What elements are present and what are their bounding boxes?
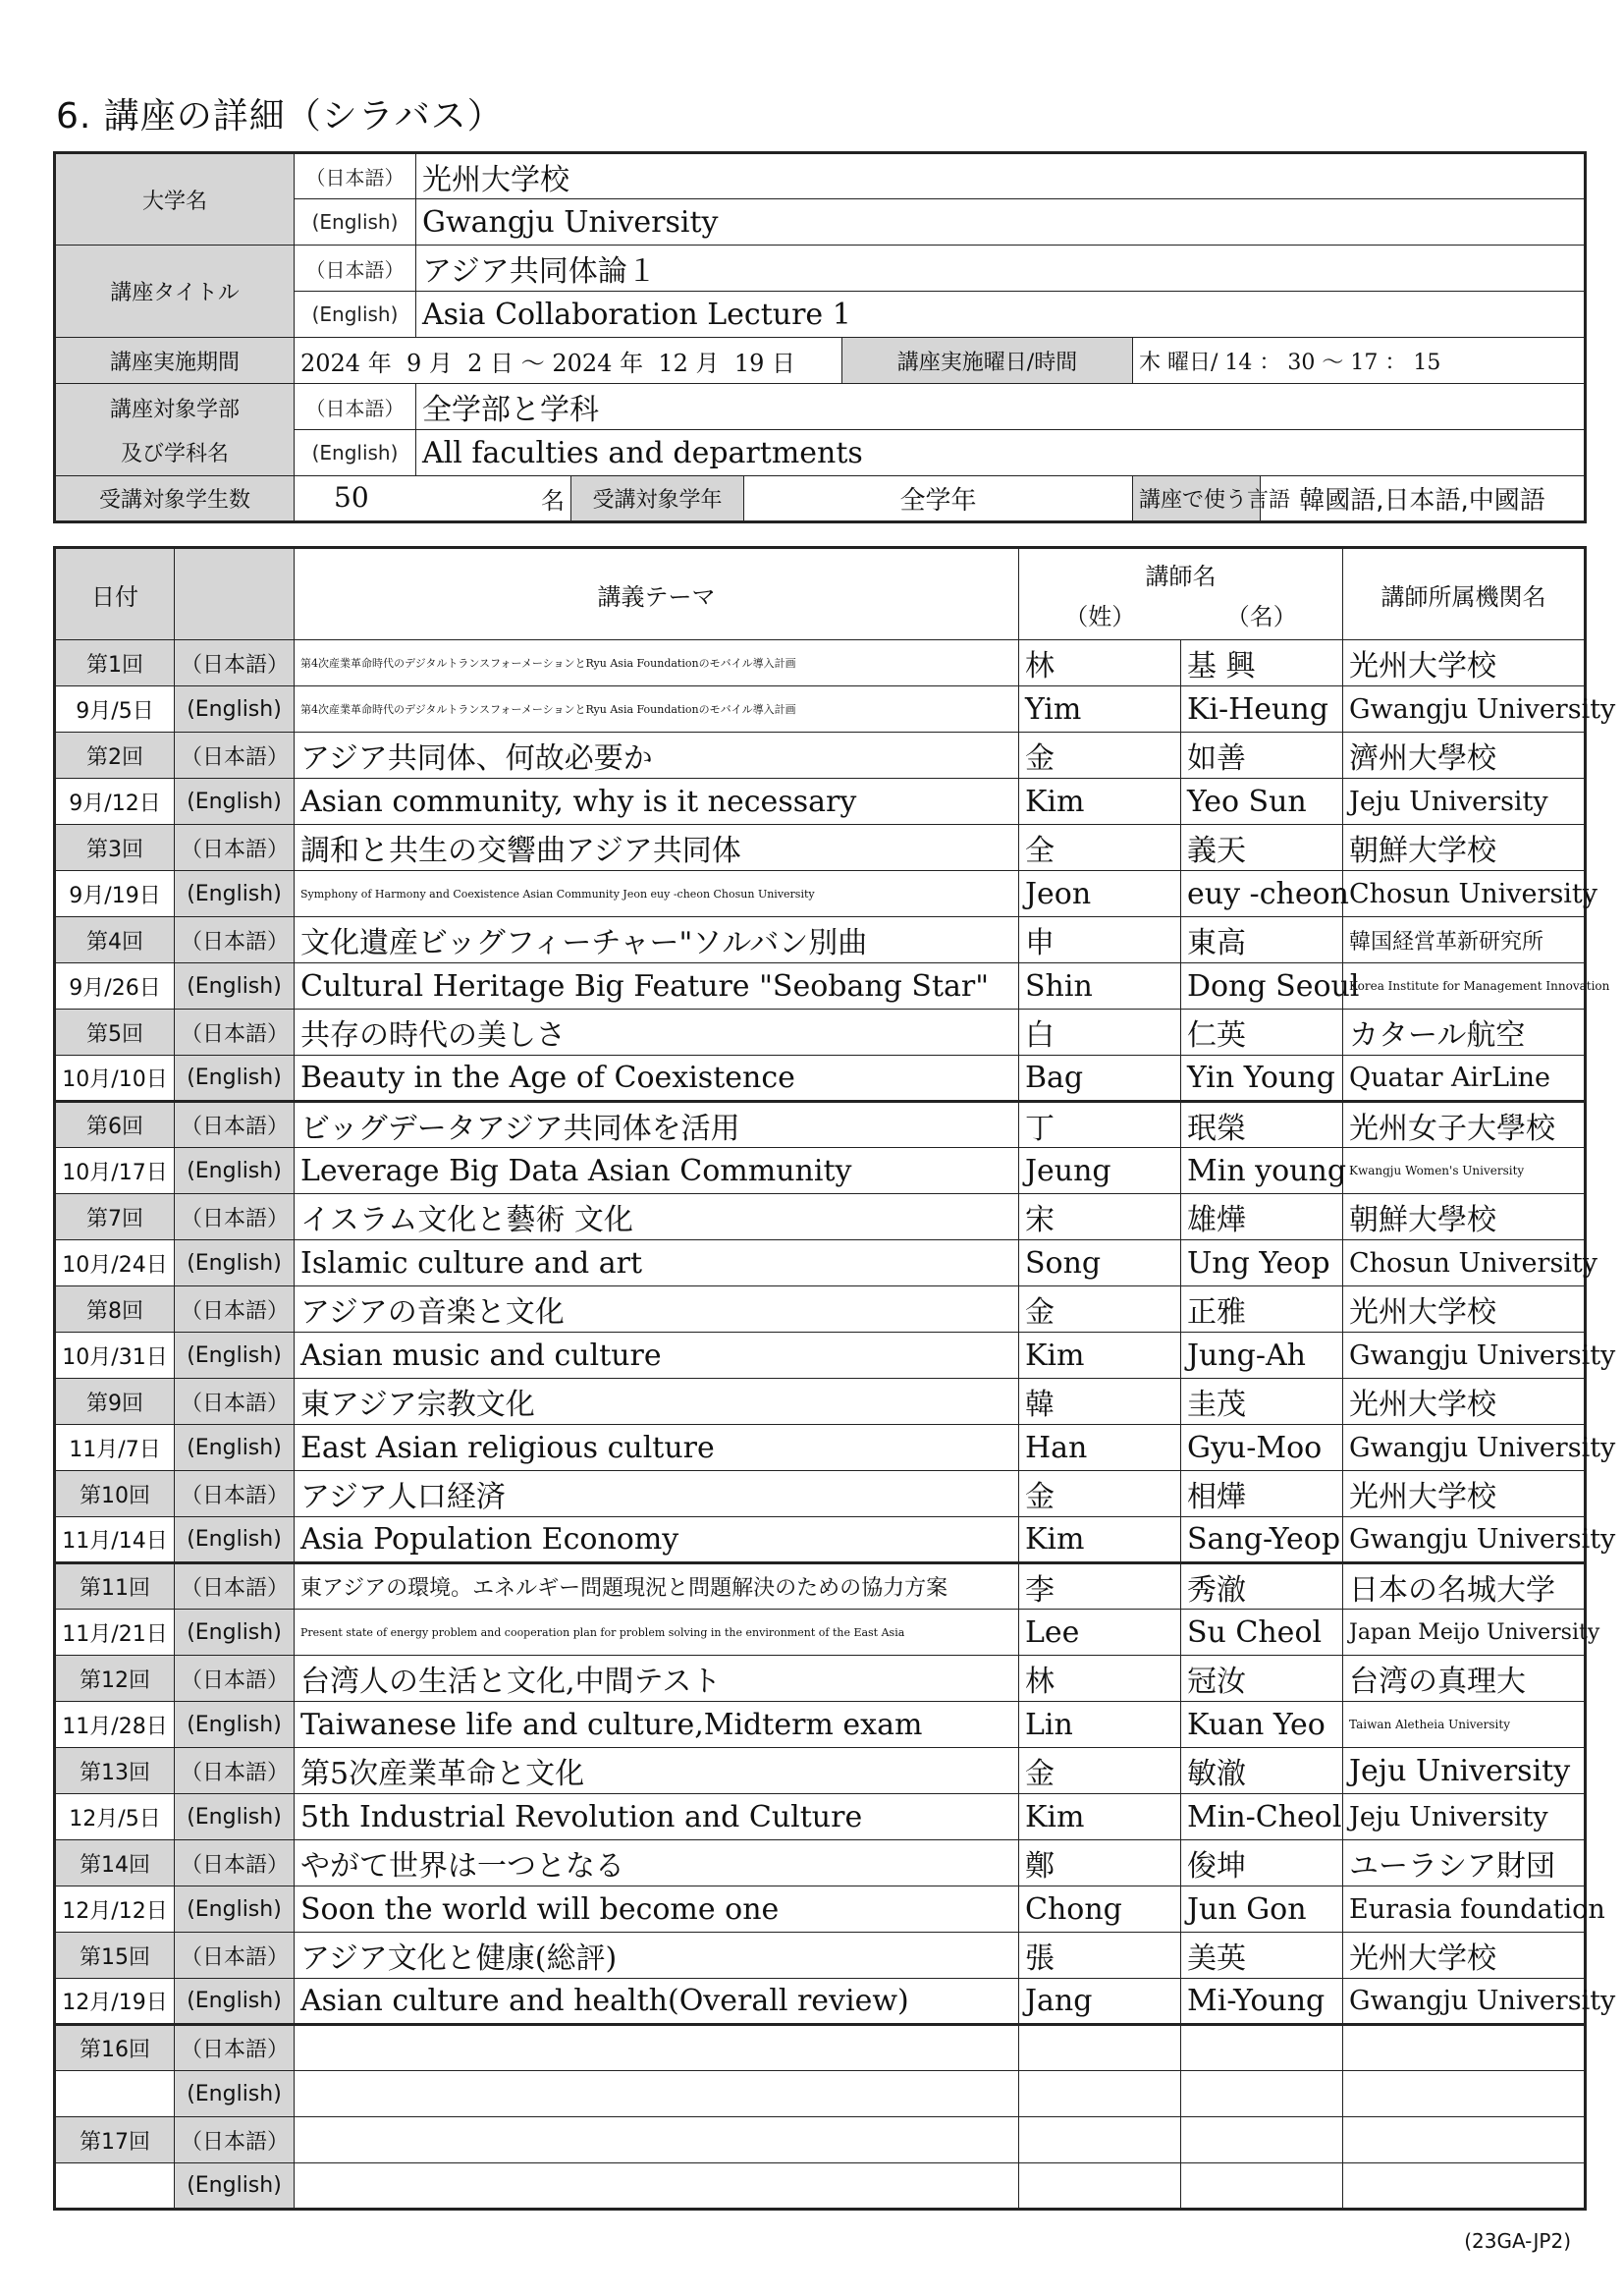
lang-tag-en: (English) <box>175 1886 295 1933</box>
course-title-label: 講座タイトル <box>55 246 295 338</box>
lecturer-surname-en: Jeung <box>1019 1148 1181 1194</box>
lecturer-affiliation-en: Taiwan Aletheia University <box>1343 1702 1586 1748</box>
lecture-row <box>55 917 1586 963</box>
lecture-row <box>55 779 1586 825</box>
lang-tag-ja: （日本語） <box>175 2117 295 2163</box>
lang-tag-en: (English) <box>295 430 416 476</box>
lecturer-surname-en: Shin <box>1019 963 1181 1010</box>
lecture-theme-ja: やがて世界は一つとなる <box>295 1840 1019 1886</box>
lecture-number: 第7回 <box>55 1194 175 1240</box>
lecture-theme-en: 第4次産業革命時代のデジタルトランスフォーメーションとRyu Asia Foundationのモバイル導入計画 <box>295 686 1019 733</box>
lecturer-given-en: Min young <box>1181 1148 1343 1194</box>
lecturer-given-ja: 正雅 <box>1181 1286 1343 1333</box>
lecture-theme-en: Asian music and culture <box>295 1333 1019 1379</box>
lecturer-affiliation-ja: 光州大学校 <box>1343 1286 1586 1333</box>
lecturer-surname-ja: 宋 <box>1019 1194 1181 1240</box>
lecture-theme-en: Soon the world will become one <box>295 1886 1019 1933</box>
lang-tag-ja: （日本語） <box>175 1656 295 1702</box>
lecture-theme-en: 5th Industrial Revolution and Culture <box>295 1794 1019 1840</box>
lecturer-given-ja: 相燁 <box>1181 1471 1343 1517</box>
lecturer-surname-ja: 金 <box>1019 1748 1181 1794</box>
lang-tag-en: (English) <box>175 1425 295 1471</box>
lecturer-surname-ja: 鄭 <box>1019 1840 1181 1886</box>
lecturer-given-en: Jung-Ah <box>1181 1333 1343 1379</box>
theme-header: 講義テーマ <box>295 548 1019 640</box>
target-dept-label: 講座対象学部 及び学科名 <box>55 384 295 476</box>
lecture-number: 第14回 <box>55 1840 175 1886</box>
lecturer-affiliation-en: Jeju University <box>1343 779 1586 825</box>
course-period: 2024 年 9 月 2 日 ～ 2024 年 12 月 19 日 <box>295 338 842 384</box>
lecturer-given-en <box>1181 2071 1343 2117</box>
students-count-cell <box>295 476 571 522</box>
lecture-row <box>55 871 1586 917</box>
lecturer-given-ja: 敏澈 <box>1181 1748 1343 1794</box>
lecturer-given-ja: 雄燁 <box>1181 1194 1343 1240</box>
period-end-day: 19 <box>733 349 765 377</box>
students-unit: 名 <box>541 487 565 515</box>
lecturer-surname-en: Jang <box>1019 1979 1181 2025</box>
lecture-row <box>55 1933 1586 1979</box>
lecturer-given-en: Yeo Sun <box>1181 779 1343 825</box>
lecturer-given-ja <box>1181 2025 1343 2071</box>
lecture-theme-en: Asia Population Economy <box>295 1517 1019 1563</box>
lecture-row <box>55 1656 1586 1702</box>
lecture-theme-en: Taiwanese life and culture,Midterm exam <box>295 1702 1019 1748</box>
lecturer-given-en: Ung Yeop <box>1181 1240 1343 1286</box>
lecture-theme-ja <box>295 2025 1019 2071</box>
lecture-row <box>55 1840 1586 1886</box>
lecturer-affiliation-en: Gwangju University <box>1343 1517 1586 1563</box>
lecture-date <box>55 2071 175 2117</box>
lang-tag-en: (English) <box>175 871 295 917</box>
lecture-number: 第17回 <box>55 2117 175 2163</box>
lecturer-affiliation-ja: 濟州大學校 <box>1343 733 1586 779</box>
lecture-date: 10月/17日 <box>55 1148 175 1194</box>
lecturer-surname-ja: 李 <box>1019 1563 1181 1610</box>
lecture-schedule-table <box>53 546 1616 2211</box>
lecturer-surname-en: Kim <box>1019 1794 1181 1840</box>
lecture-number: 第10回 <box>55 1471 175 1517</box>
lecturer-surname-ja: 金 <box>1019 733 1181 779</box>
lecturer-surname-en: Han <box>1019 1425 1181 1471</box>
students-label: 受講対象学生数 <box>55 476 295 522</box>
lecturer-given-en: Kuan Yeo <box>1181 1702 1343 1748</box>
lang-tag-en: (English) <box>175 1517 295 1563</box>
given-header: （名） <box>1225 603 1297 630</box>
lecture-theme-ja <box>295 2117 1019 2163</box>
lecturer-affiliation-ja: 朝鮮大學校 <box>1343 1194 1586 1240</box>
lecturer-affiliation-ja: 朝鮮大学校 <box>1343 825 1586 871</box>
lecturer-surname-en <box>1019 2163 1181 2210</box>
lecturer-surname-ja: 丁 <box>1019 1102 1181 1148</box>
lecturer-given-en: Dong Seoul <box>1181 963 1343 1010</box>
lecture-number: 第5回 <box>55 1010 175 1056</box>
lecture-date: 9月/12日 <box>55 779 175 825</box>
lecture-theme-en: Beauty in the Age of Coexistence <box>295 1056 1019 1102</box>
lecturer-surname-en: Yim <box>1019 686 1181 733</box>
lecturer-affiliation-en: Quatar AirLine <box>1343 1056 1586 1102</box>
lecturer-given-ja: 秀澈 <box>1181 1563 1343 1610</box>
lecture-row <box>55 1333 1586 1379</box>
target-dept-en: All faculties and departments <box>416 430 1586 476</box>
lecture-theme-en: Symphony of Harmony and Coexistence Asian Community Jeon euy -cheon Chosun University <box>295 871 1019 917</box>
lecturer-affiliation-en: Korea Institute for Management Innovation <box>1343 963 1586 1010</box>
lecture-row <box>55 1194 1586 1240</box>
lecture-row <box>55 825 1586 871</box>
date-header: 日付 <box>55 548 175 640</box>
lang-tag-ja: （日本語） <box>175 1102 295 1148</box>
lecture-date: 12月/19日 <box>55 1979 175 2025</box>
lecturer-affiliation-en: Chosun University <box>1343 871 1586 917</box>
lecturer-given-en: Ki-Heung <box>1181 686 1343 733</box>
lecturer-surname-en: Kim <box>1019 1333 1181 1379</box>
lecture-theme-ja: 共存の時代の美しさ <box>295 1010 1019 1056</box>
lecture-date: 10月/31日 <box>55 1333 175 1379</box>
lecture-theme-ja: 第4次産業革命時代のデジタルトランスフォーメーションとRyu Asia Foundationのモバイル導入計画 <box>295 640 1019 686</box>
lecturer-affiliation-en <box>1343 2163 1586 2210</box>
lecture-row <box>55 1702 1586 1748</box>
lecture-date: 11月/21日 <box>55 1610 175 1656</box>
lecture-row <box>55 1148 1586 1194</box>
lecture-number: 第4回 <box>55 917 175 963</box>
lecturer-surname-en: Lee <box>1019 1610 1181 1656</box>
lang-tag-en: (English) <box>175 2071 295 2117</box>
lecture-date: 9月/26日 <box>55 963 175 1010</box>
lecture-date: 10月/24日 <box>55 1240 175 1286</box>
page-title: 6. 講座の詳細（シラバス） <box>56 96 504 137</box>
lecturer-given-ja: 義天 <box>1181 825 1343 871</box>
lecturer-given-ja: 基 興 <box>1181 640 1343 686</box>
lang-tag-ja: （日本語） <box>175 917 295 963</box>
lang-tag-ja: （日本語） <box>295 384 416 430</box>
lecturer-given-ja: 如善 <box>1181 733 1343 779</box>
lecture-row <box>55 1102 1586 1148</box>
lecture-number: 第8回 <box>55 1286 175 1333</box>
lecturer-affiliation-en: Kwangju Women's University <box>1343 1148 1586 1194</box>
lang-tag-en: (English) <box>175 1333 295 1379</box>
lecture-row <box>55 1610 1586 1656</box>
lecture-theme-ja: 第5次産業革命と文化 <box>295 1748 1019 1794</box>
lecturer-affiliation-ja <box>1343 2025 1586 2071</box>
lecturer-affiliation-en: Japan Meijo University <box>1343 1610 1586 1656</box>
lang-tag-en: (English) <box>175 686 295 733</box>
lang-tag-en: (English) <box>175 963 295 1010</box>
lecturer-surname-en: Kim <box>1019 779 1181 825</box>
lecturer-affiliation-en: Gwangju University <box>1343 686 1586 733</box>
lecture-number: 第12回 <box>55 1656 175 1702</box>
university-ja: 光州大学校 <box>416 153 1586 199</box>
lecture-row <box>55 1379 1586 1425</box>
lecture-row <box>55 2025 1586 2071</box>
lecture-row <box>55 1517 1586 1563</box>
lang-tag-ja: （日本語） <box>295 246 416 292</box>
surname-header: （姓） <box>1064 603 1136 630</box>
lecturer-affiliation-ja: 光州大学校 <box>1343 640 1586 686</box>
lecturer-affiliation-ja: 日本の名城大学 <box>1343 1563 1586 1610</box>
lecturer-affiliation-ja: 光州大学校 <box>1343 1471 1586 1517</box>
lecture-theme-en: Leverage Big Data Asian Community <box>295 1148 1019 1194</box>
course-title-en: Asia Collaboration Lecture 1 <box>416 292 1586 338</box>
lang-tag-ja: （日本語） <box>175 1471 295 1517</box>
lecture-row <box>55 2117 1586 2163</box>
lang-header <box>175 548 295 640</box>
lecturer-surname-en: Chong <box>1019 1886 1181 1933</box>
lecture-date: 9月/5日 <box>55 686 175 733</box>
lecturer-surname-ja: 白 <box>1019 1010 1181 1056</box>
lang-tag-ja: （日本語） <box>175 1010 295 1056</box>
lecturer-affiliation-en: Eurasia foundation <box>1343 1886 1586 1933</box>
lang-tag-ja: （日本語） <box>175 1933 295 1979</box>
lecture-number: 第1回 <box>55 640 175 686</box>
lecturer-affiliation-en: Gwangju University <box>1343 1979 1586 2025</box>
lecture-theme-en: Islamic culture and art <box>295 1240 1019 1286</box>
lecturer-given-en: Sang-Yeop <box>1181 1517 1343 1563</box>
lecturer-affiliation-ja: 台湾の真理大 <box>1343 1656 1586 1702</box>
lang-tag-ja: （日本語） <box>175 733 295 779</box>
lang-tag-en: (English) <box>175 1148 295 1194</box>
lang-tag-ja: （日本語） <box>175 1379 295 1425</box>
lecturer-given-en: Su Cheol <box>1181 1610 1343 1656</box>
lecturer-surname-ja: 全 <box>1019 825 1181 871</box>
language-label: 講座で使う言語 <box>1133 476 1261 522</box>
lecturer-surname-ja: 金 <box>1019 1471 1181 1517</box>
lecture-date: 11月/14日 <box>55 1517 175 1563</box>
lecture-number: 第6回 <box>55 1102 175 1148</box>
lecture-row <box>55 686 1586 733</box>
lecture-theme-ja: 文化遺産ビッグフィーチャー"ソルバン別曲 <box>295 917 1019 963</box>
lecturer-given-ja: 仁英 <box>1181 1010 1343 1056</box>
lecturer-given-en: Mi-Young <box>1181 1979 1343 2025</box>
lecture-date: 10月/10日 <box>55 1056 175 1102</box>
lecturer-surname-en: Kim <box>1019 1517 1181 1563</box>
lecture-theme-ja: アジアの音楽と文化 <box>295 1286 1019 1333</box>
lecturer-surname-ja: 張 <box>1019 1933 1181 1979</box>
lecture-date: 11月/7日 <box>55 1425 175 1471</box>
lecture-number: 第11回 <box>55 1563 175 1610</box>
lecture-row <box>55 1794 1586 1840</box>
target-year-label: 受講対象学年 <box>571 476 744 522</box>
university-en: Gwangju University <box>416 199 1586 246</box>
lecturer-affiliation-ja: 韓国経営革新研究所 <box>1343 917 1586 963</box>
lecturer-affiliation-en: Gwangju University <box>1343 1333 1586 1379</box>
lecture-row <box>55 1748 1586 1794</box>
lecturer-surname-ja <box>1019 2025 1181 2071</box>
lang-tag-ja: （日本語） <box>175 1748 295 1794</box>
course-title-ja: アジア共同体論１ <box>416 246 1586 292</box>
period-end-month: 12 <box>658 349 688 377</box>
lecturer-given-ja: 圭茂 <box>1181 1379 1343 1425</box>
lang-tag-ja: （日本語） <box>175 2025 295 2071</box>
lecturer-given-en <box>1181 2163 1343 2210</box>
university-label: 大学名 <box>55 153 295 246</box>
lang-tag-en: (English) <box>295 199 416 246</box>
lecture-row <box>55 2071 1586 2117</box>
lang-tag-ja: （日本語） <box>175 1840 295 1886</box>
lecturer-affiliation-en: Gwangju University <box>1343 1425 1586 1471</box>
lecture-row <box>55 1886 1586 1933</box>
lecturer-given-ja: 俊坤 <box>1181 1840 1343 1886</box>
lecture-theme-ja: 東アジアの環境。エネルギー問題現況と問題解決のための協力方案 <box>295 1563 1019 1610</box>
lecturer-given-en: Gyu-Moo <box>1181 1425 1343 1471</box>
lecture-row <box>55 733 1586 779</box>
students-count: 50 <box>334 481 369 514</box>
lecturer-surname-en: Bag <box>1019 1056 1181 1102</box>
lecturer-given-ja <box>1181 2117 1343 2163</box>
lang-tag-ja: （日本語） <box>175 1286 295 1333</box>
lecture-theme-en: Asian community, why is it necessary <box>295 779 1019 825</box>
lang-tag-en: (English) <box>175 2163 295 2210</box>
lecturer-affiliation-ja: Jeju University <box>1343 1748 1586 1794</box>
lecture-row <box>55 1286 1586 1333</box>
target-year: 全学年 <box>744 476 1133 522</box>
lecturer-surname-ja: 韓 <box>1019 1379 1181 1425</box>
lang-tag-ja: （日本語） <box>175 640 295 686</box>
affiliation-header: 講師所属機関名 <box>1343 548 1586 640</box>
lecturer-affiliation-en: Jeju University <box>1343 1794 1586 1840</box>
weekday-time-label: 講座実施曜日/時間 <box>842 338 1133 384</box>
lecture-date: 11月/28日 <box>55 1702 175 1748</box>
lecturer-surname-en: Lin <box>1019 1702 1181 1748</box>
lecturer-given-en: euy -cheon <box>1181 871 1343 917</box>
lecture-theme-ja: イスラム文化と藝術 文化 <box>295 1194 1019 1240</box>
lecture-date: 12月/5日 <box>55 1794 175 1840</box>
course-language: 韓國語,日本語,中國語 <box>1261 476 1586 522</box>
lecture-theme-ja: 東アジア宗教文化 <box>295 1379 1019 1425</box>
lecture-row <box>55 640 1586 686</box>
lecture-number: 第9回 <box>55 1379 175 1425</box>
lang-tag-en: (English) <box>175 1794 295 1840</box>
lecture-theme-ja: ビッグデータアジア共同体を活用 <box>295 1102 1019 1148</box>
lecturer-surname-en: Jeon <box>1019 871 1181 917</box>
lecturer-given-en: Min-Cheol <box>1181 1794 1343 1840</box>
lang-tag-ja: （日本語） <box>295 153 416 199</box>
lecturer-surname-en <box>1019 2071 1181 2117</box>
lecture-number: 第13回 <box>55 1748 175 1794</box>
lecture-theme-ja: 調和と共生の交響曲アジア共同体 <box>295 825 1019 871</box>
lecturer-surname-ja: 金 <box>1019 1286 1181 1333</box>
lecture-row <box>55 1563 1586 1610</box>
lang-tag-en: (English) <box>175 1240 295 1286</box>
lecturer-surname-en: Song <box>1019 1240 1181 1286</box>
lang-tag-en: (English) <box>175 1979 295 2025</box>
lecturer-given-en: Jun Gon <box>1181 1886 1343 1933</box>
lecturer-affiliation-en <box>1343 2071 1586 2117</box>
lecturer-affiliation-en: Chosun University <box>1343 1240 1586 1286</box>
lecturer-given-ja: 美英 <box>1181 1933 1343 1979</box>
lecture-theme-ja: アジア文化と健康(総評) <box>295 1933 1019 1979</box>
lecture-row <box>55 963 1586 1010</box>
lecturer-affiliation-ja: 光州大学校 <box>1343 1933 1586 1979</box>
period-label: 講座実施期間 <box>55 338 295 384</box>
lecture-row <box>55 1010 1586 1056</box>
lecture-date: 12月/12日 <box>55 1886 175 1933</box>
lecture-number: 第16回 <box>55 2025 175 2071</box>
lecturer-given-ja: 冠汝 <box>1181 1656 1343 1702</box>
lecturer-given-ja: 珉榮 <box>1181 1102 1343 1148</box>
lecturer-header: 講師名 （姓） （名） <box>1019 548 1343 640</box>
lecture-row <box>55 1056 1586 1102</box>
lecturer-affiliation-ja <box>1343 2117 1586 2163</box>
lecture-theme-ja: アジア人口経済 <box>295 1471 1019 1517</box>
period-start-year: 2024 <box>300 349 361 377</box>
lecture-row <box>55 1471 1586 1517</box>
lecture-theme-en <box>295 2071 1019 2117</box>
lecture-theme-ja: アジア共同体、何故必要か <box>295 733 1019 779</box>
target-dept-ja: 全学部と学科 <box>416 384 1586 430</box>
lecture-theme-en <box>295 2163 1019 2210</box>
lecture-theme-en: East Asian religious culture <box>295 1425 1019 1471</box>
lecturer-affiliation-ja: 光州大学校 <box>1343 1379 1586 1425</box>
lecturer-surname-ja: 申 <box>1019 917 1181 963</box>
lecture-row <box>55 2163 1586 2210</box>
lecture-number: 第2回 <box>55 733 175 779</box>
lecturer-surname-ja <box>1019 2117 1181 2163</box>
lecturer-given-ja: 東高 <box>1181 917 1343 963</box>
lecture-row <box>55 1979 1586 2025</box>
lecturer-affiliation-ja: カタール航空 <box>1343 1010 1586 1056</box>
lecturer-affiliation-ja: ユーラシア財団 <box>1343 1840 1586 1886</box>
lang-tag-ja: （日本語） <box>175 1194 295 1240</box>
period-start-month: 9 <box>406 349 422 377</box>
lecturer-surname-ja: 林 <box>1019 1656 1181 1702</box>
lecture-theme-ja: 台湾人の生活と文化,中間テスト <box>295 1656 1019 1702</box>
lecture-number: 第15回 <box>55 1933 175 1979</box>
lecturer-affiliation-ja: 光州女子大學校 <box>1343 1102 1586 1148</box>
course-info-table <box>53 151 1587 523</box>
lecture-theme-en: Asian culture and health(Overall review) <box>295 1979 1019 2025</box>
period-start-day: 2 <box>467 349 483 377</box>
lecture-theme-en: Cultural Heritage Big Feature "Seobang Star" <box>295 963 1019 1010</box>
lang-tag-en: (English) <box>175 1610 295 1656</box>
lang-tag-en: (English) <box>175 1702 295 1748</box>
lang-tag-en: (English) <box>175 1056 295 1102</box>
lang-tag-ja: （日本語） <box>175 1563 295 1610</box>
weekday-time: 木 曜日/ 14 ： 30 ～ 17 ： 15 <box>1133 338 1586 384</box>
period-end-year: 2024 <box>552 349 613 377</box>
lecturer-surname-ja: 林 <box>1019 640 1181 686</box>
lecturer-given-en: Yin Young <box>1181 1056 1343 1102</box>
lecture-date: 9月/19日 <box>55 871 175 917</box>
lang-tag-en: (English) <box>175 779 295 825</box>
lecture-date <box>55 2163 175 2210</box>
form-code: (23GA-JP2) <box>1464 2229 1571 2253</box>
lang-tag-en: (English) <box>295 292 416 338</box>
lecture-row <box>55 1425 1586 1471</box>
lang-tag-ja: （日本語） <box>175 825 295 871</box>
lecture-theme-en: Present state of energy problem and cooperation plan for problem solving in the environment of the East Asia <box>295 1610 1019 1656</box>
lecture-number: 第3回 <box>55 825 175 871</box>
lecture-row <box>55 1240 1586 1286</box>
